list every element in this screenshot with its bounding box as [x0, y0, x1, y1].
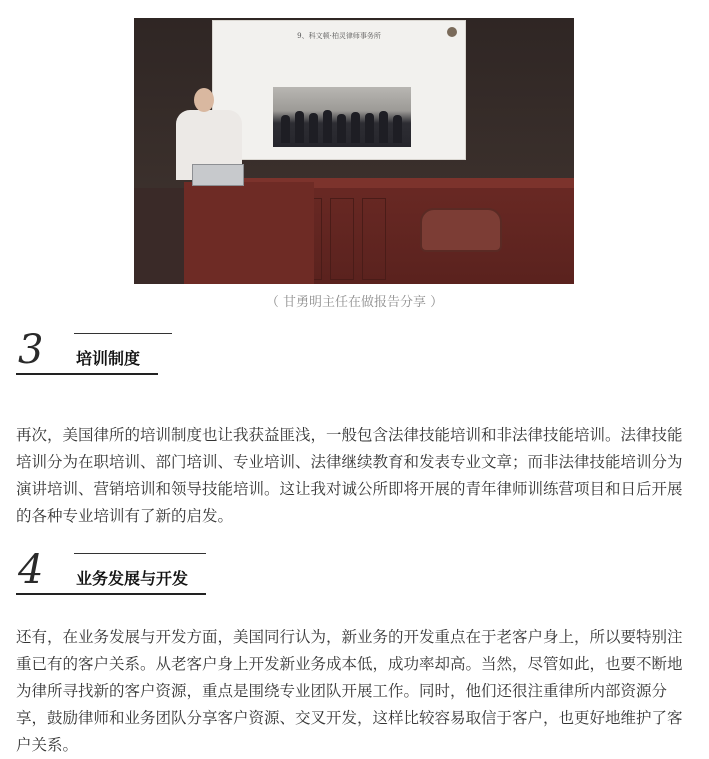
- speaker-head: [194, 88, 214, 112]
- slide-group-photo: [273, 87, 411, 147]
- podium: [184, 182, 314, 284]
- projector-screen: [212, 20, 466, 160]
- slide-logo-icon: [447, 27, 457, 37]
- heading-bottom-rule: [16, 593, 206, 595]
- slide-title: 9、科文顿·柏灵律师事务所: [297, 32, 381, 40]
- section-title: 培训制度: [76, 349, 141, 368]
- section-paragraph: 还有，在业务发展与开发方面，美国同行认为，新业务的开发重点在于老客户身上，所以要特别注重已有的客户关系。从老客户身上开发新业务成本低，成功率却高。当然，尽管如此，也要不断地为律所寻找新的客户资源，重点是围绕专业团队开展工作。同时，他们还很注重律所内部资源分享，鼓励律师和业务团队分享客户资源、交叉开发，这样比较容易取信于客户，也更好地维护了客户关系。: [16, 628, 683, 754]
- section-paragraph: 再次，美国律所的培训制度也让我获益匪浅，一般包含法律技能培训和非法律技能培训。法律技能培训分为在职培训、部门培训、专业培训、法律继续教育和发表专业文章；而非法律技能培训分为演讲培训、营销培训和领导技能培训。这让我对诚公所即将开展的青年律师训练营项目和日后开展的各种专业培训有了新的启发。: [16, 426, 683, 525]
- heading-top-rule: [74, 333, 172, 334]
- section-title: 业务发展与开发: [76, 569, 189, 588]
- chair: [420, 208, 502, 252]
- section-number: 4: [18, 547, 44, 593]
- photo-caption: （ 甘勇明主任在做报告分享 ）: [265, 295, 444, 310]
- speaker-photo: [134, 18, 574, 284]
- heading-bottom-rule: [16, 373, 158, 375]
- laptop: [192, 164, 244, 186]
- heading-top-rule: [74, 553, 206, 554]
- section-number: 3: [18, 327, 44, 373]
